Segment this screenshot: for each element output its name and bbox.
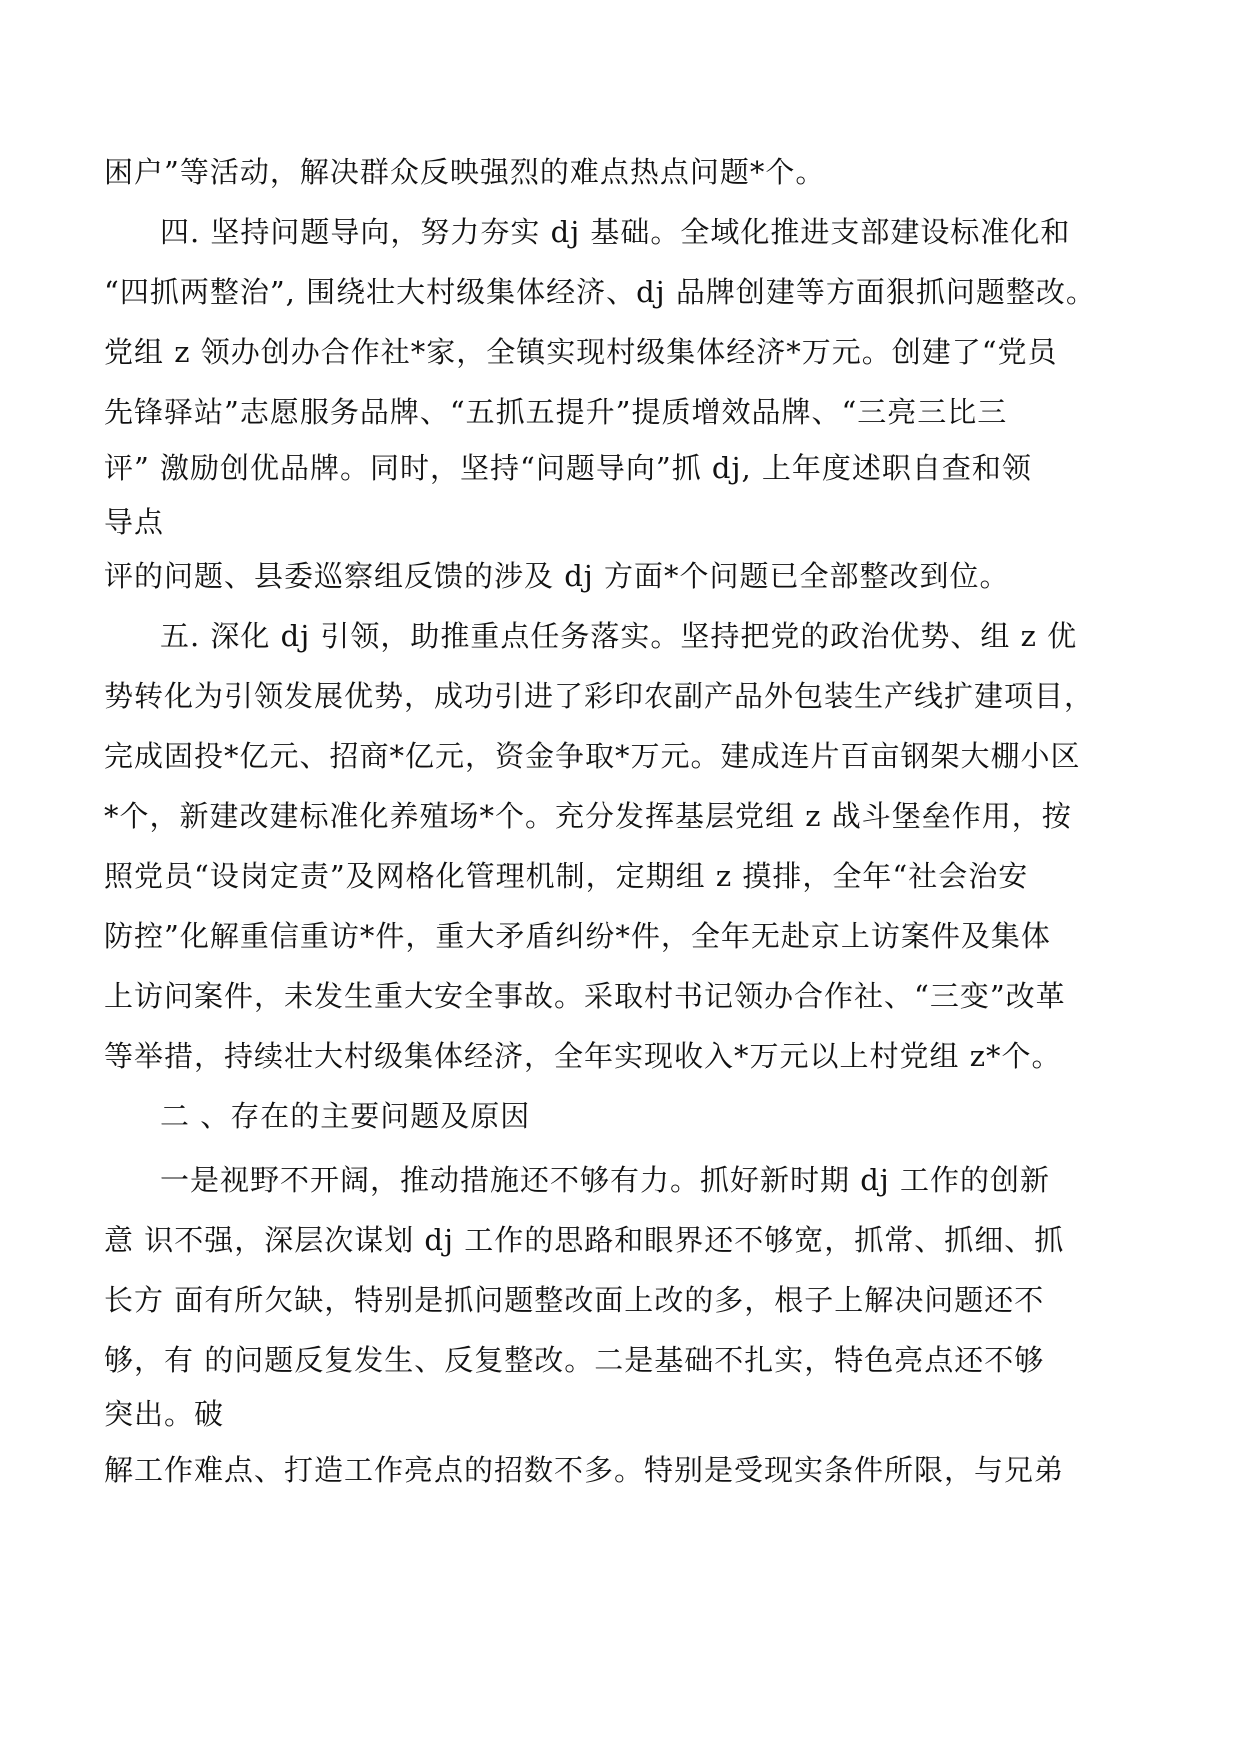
text-line: 五. 深化 dj 引领，助推重点任务落实。坚持把党的政治优势、组 z 优 xyxy=(160,619,1078,653)
text-line: 党组 z 领办创办合作社*家，全镇实现村级集体经济*万元。创建了“党员 xyxy=(104,335,1058,369)
text-line: 评” 激励创优品牌。同时，坚持“问题导向”抓 dj, 上年度述职自查和领 xyxy=(104,451,1032,485)
text-line: 等举措，持续壮大村级集体经济，全年实现收入*万元以上村党组 z*个。 xyxy=(104,1039,1062,1073)
text-line: 照党员“设岗定责”及网格化管理机制，定期组 z 摸排，全年“社会治安 xyxy=(104,859,1029,893)
text-line: 一是视野不开阔，推动措施还不够有力。抓好新时期 dj 工作的创新 xyxy=(160,1163,1050,1197)
text-line: 先锋驿站”志愿服务品牌、“五抓五提升”提质增效品牌、“三亮三比三 xyxy=(104,395,1008,429)
text-line: 完成固投*亿元、招商*亿元，资金争取*万元。建成连片百亩钢架大棚小区 xyxy=(104,739,1081,773)
text-line: 评的问题、县委巡察组反馈的涉及 dj 方面*个问题已全部整改到位。 xyxy=(104,559,1010,593)
text-line: 困户”等活动，解决群众反映强烈的难点热点问题*个。 xyxy=(104,155,826,189)
text-line: “四抓两整治”, 围绕壮大村级集体经济、dj 品牌创建等方面狠抓问题整改。 xyxy=(104,275,1096,309)
text-line: 势转化为引领发展优势，成功引进了彩印农副产品外包装生产线扩建项目， xyxy=(104,679,1095,713)
text-line: 够，有 的问题反复发生、反复整改。二是基础不扎实，特色亮点还不够 xyxy=(104,1343,1045,1377)
text-line: *个，新建改建标准化养殖场*个。充分发挥基层党组 z 战斗堡垒作用，按 xyxy=(104,799,1072,833)
text-line: 防控”化解重信重访*件，重大矛盾纠纷*件，全年无赴京上访案件及集体 xyxy=(104,919,1051,953)
text-line: 突出。破 xyxy=(104,1397,225,1431)
section-heading: 二 、存在的主要问题及原因 xyxy=(160,1099,531,1133)
text-line: 长方 面有所欠缺，特别是抓问题整改面上改的多，根子上解决问题还不 xyxy=(104,1283,1045,1317)
text-line: 上访问案件，未发生重大安全事故。采取村书记领办合作社、“三变”改革 xyxy=(104,979,1066,1013)
text-line: 四. 坚持问题导向，努力夯实 dj 基础。全域化推进支部建设标准化和 xyxy=(160,215,1071,249)
text-line: 意 识不强，深层次谋划 dj 工作的思路和眼界还不够宽，抓常、抓细、抓 xyxy=(104,1223,1065,1257)
text-line: 解工作难点、打造工作亮点的招数不多。特别是受现实条件所限，与兄弟 xyxy=(104,1453,1065,1487)
text-line: 导点 xyxy=(104,505,165,539)
